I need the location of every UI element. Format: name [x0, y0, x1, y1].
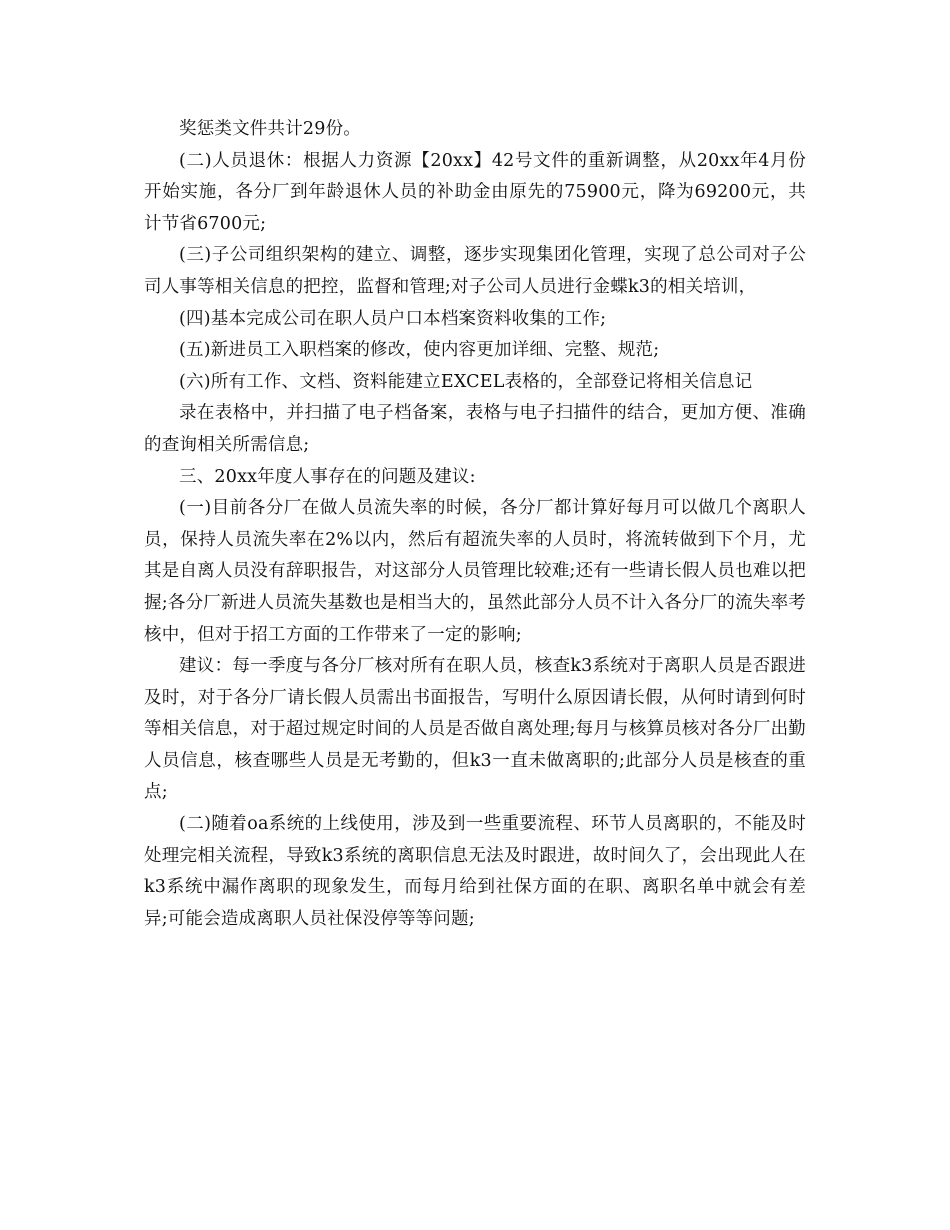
paragraph-9: (一)目前各分厂在做人员流失率的时候，各分厂都计算好每月可以做几个离职人员，保持人员流失率在2%以内，然后有超流失率的人员时，将流转做到下个月，尤其是自离人员没有辞职报告，对这部分人员管理比较难;还有一些请长假人员也难以把握;各分厂新进人员流失基数也是相当大的，虽然此部分人员不计入各分厂的流失率考核中，但对于招工方面的工作带来了一定的影响;	[144, 498, 806, 645]
paragraph-3: (三)子公司组织架构的建立、调整，逐步实现集团化管理，实现了总公司对子公司人事等相关信息的把控，监督和管理;对子公司人员进行金蝶k3的相关培训，	[144, 245, 806, 297]
paragraph-11: (二)随着oa系统的上线使用，涉及到一些重要流程、环节人员离职的，不能及时处理完相关流程，导致k3系统的离职信息无法及时跟进，故时间久了，会出现此人在k3系统中漏作离职的现象发生，而每月给到社保方面的在职、离职名单中就会有差异;可能会造成离职人员社保没停等等问题;	[144, 814, 806, 929]
paragraph-1: 奖惩类文件共计29份。	[179, 119, 361, 139]
paragraph-5: (五)新进员工入职档案的修改，使内容更加详细、完整、规范;	[179, 340, 660, 361]
section-heading: 三、20xx年度人事存在的问题及建议:	[179, 466, 476, 487]
paragraph-7: 录在表格中，并扫描了电子档备案，表格与电子扫描件的结合，更加方便、准确的查询相关所需信息;	[144, 403, 806, 455]
paragraph-10: 建议：每一季度与各分厂核对所有在职人员，核查k3系统对于离职人员是否跟进及时，对于各分厂请长假人员需出书面报告，写明什么原因请长假，从何时请到何时等相关信息，对于超过规定时间的人员是否做自离处理;每月与核算员核对各分厂出勤人员信息，核查哪些人员是无考勤的，但k3一直未做离职的;此部分人员是核查的重点;	[144, 656, 806, 803]
paragraph-2: (二)人员退休：根据人力资源【20xx】42号文件的重新调整，从20xx年4月份开始实施，各分厂到年龄退休人员的补助金由原先的75900元，降为69200元，共计节省6700元;	[144, 150, 806, 234]
paragraph-6: (六)所有工作、文档、资料能建立EXCEL表格的，全部登记将相关信息记	[179, 371, 753, 392]
paragraph-4: (四)基本完成公司在职人员户口本档案资料收集的工作;	[179, 308, 607, 329]
document-body	[144, 114, 806, 935]
